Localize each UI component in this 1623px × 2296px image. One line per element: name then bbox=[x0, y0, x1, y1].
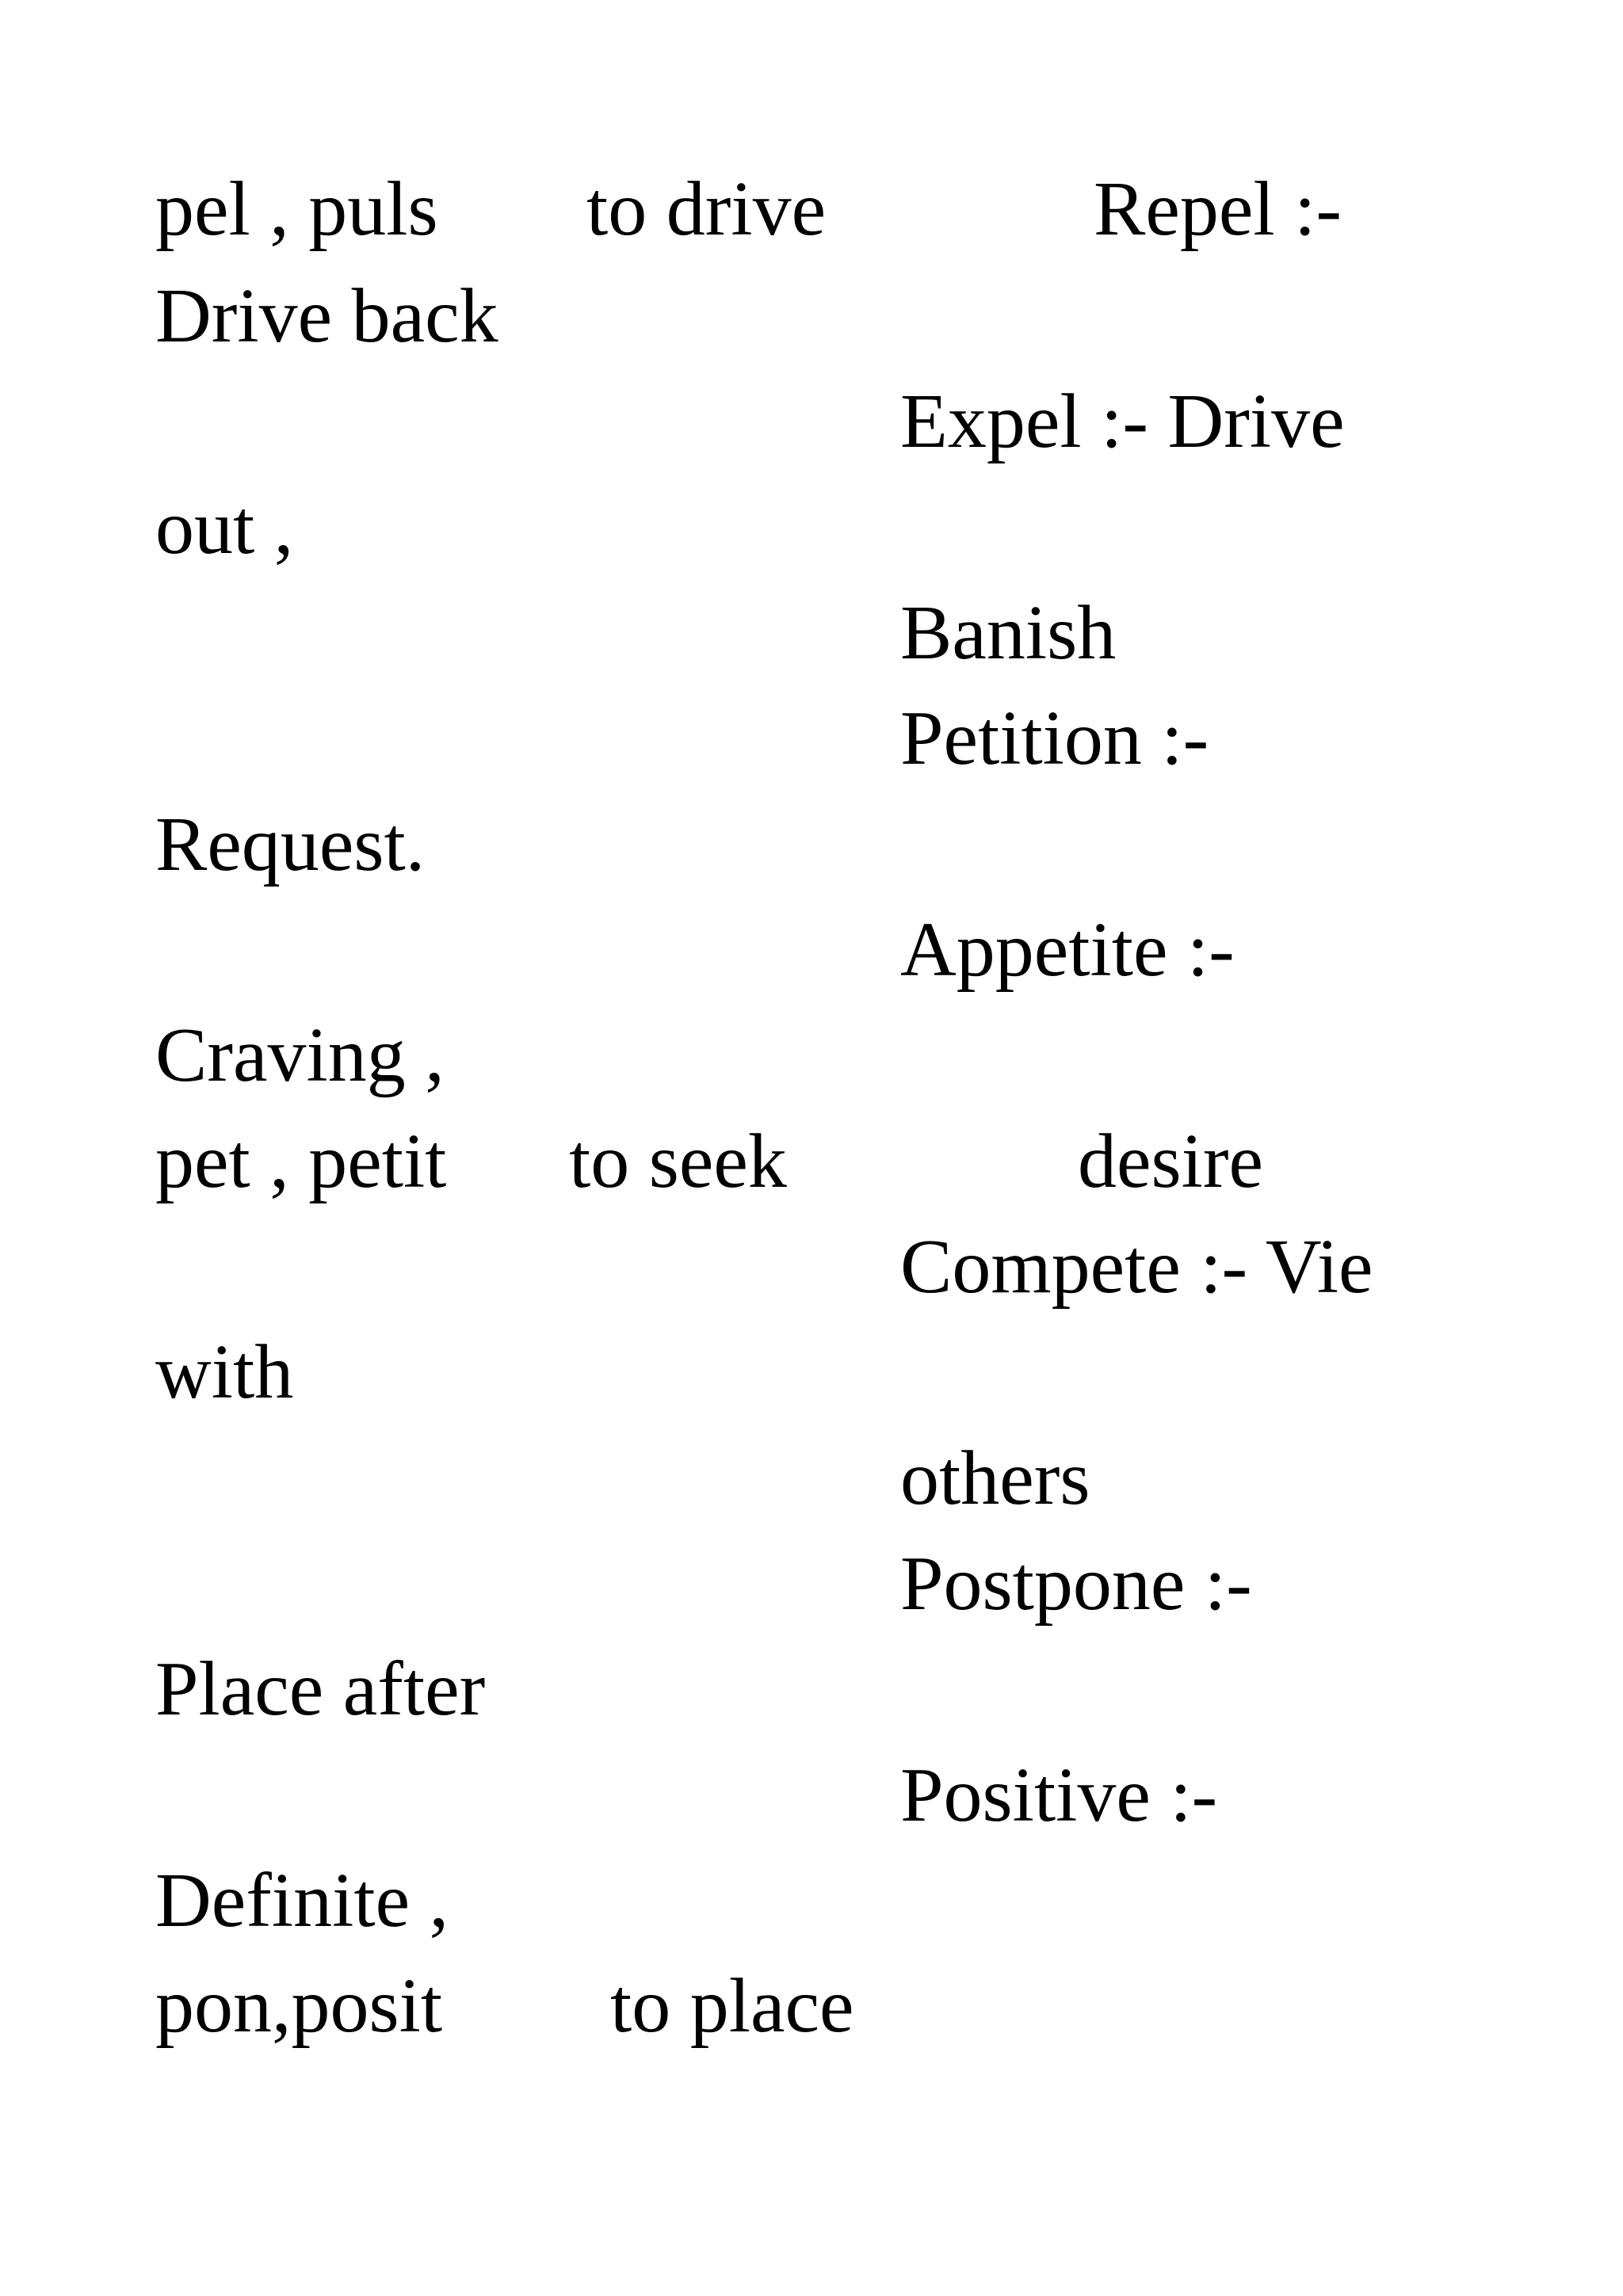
root-pon: pon,posit bbox=[155, 1963, 443, 2049]
positive-head: Positive :- bbox=[900, 1753, 1218, 1838]
repel-head: Repel :- bbox=[1094, 166, 1342, 252]
meaning-pel: to drive bbox=[586, 166, 827, 252]
root-pet: pet , petit bbox=[155, 1119, 447, 1204]
compete-continuation: with bbox=[155, 1329, 294, 1415]
expel-banish: Banish bbox=[900, 590, 1117, 676]
expel-continuation: out , bbox=[155, 485, 294, 570]
petition-head: Petition :- bbox=[900, 696, 1209, 781]
appetite-head: Appetite :- bbox=[900, 907, 1235, 993]
postpone-head: Postpone :- bbox=[900, 1541, 1252, 1627]
meaning-pet: to seek bbox=[569, 1119, 787, 1204]
petition-definition: Request. bbox=[155, 802, 426, 887]
compete-head: Compete :- Vie bbox=[900, 1224, 1373, 1310]
appetite-definition: Craving , bbox=[155, 1013, 445, 1098]
compete-others: others bbox=[900, 1436, 1090, 1521]
appetite-desire: desire bbox=[1078, 1119, 1263, 1204]
postpone-definition: Place after bbox=[155, 1646, 486, 1732]
meaning-pon: to place bbox=[610, 1963, 854, 2049]
positive-definition: Definite , bbox=[155, 1858, 449, 1943]
root-pel: pel , puls bbox=[155, 166, 438, 252]
repel-definition: Drive back bbox=[155, 273, 498, 359]
expel-head: Expel :- Drive bbox=[900, 379, 1345, 464]
